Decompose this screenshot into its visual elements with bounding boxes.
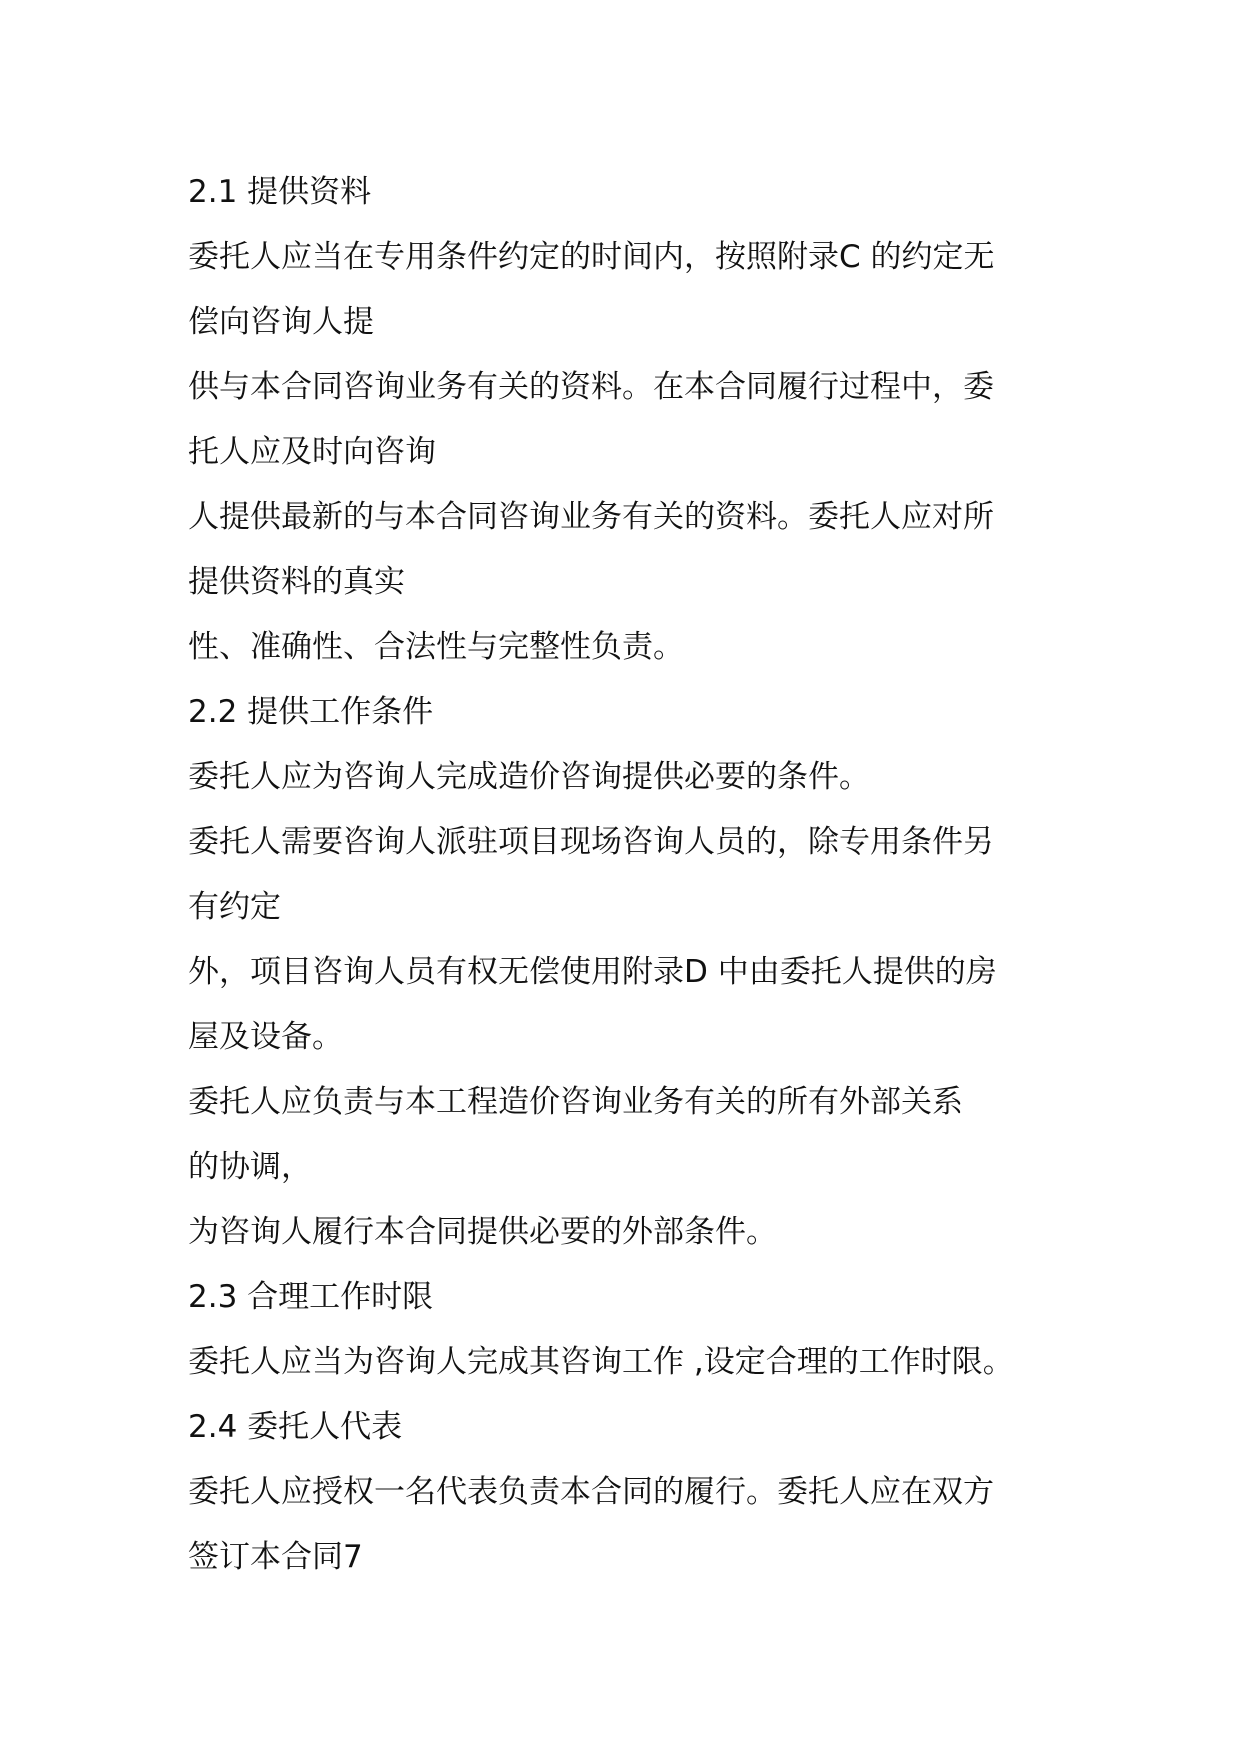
- section-heading-2-2: 2.2 提供工作条件: [188, 694, 434, 730]
- paragraph-line: 委托人需要咨询人派驻项目现场咨询人员的，除专用条件另: [188, 824, 994, 860]
- paragraph-line: 偿向咨询人提: [188, 304, 374, 340]
- paragraph-line: 供与本合同咨询业务有关的资料。在本合同履行过程中，委: [188, 369, 994, 405]
- section-heading-2-1: 2.1 提供资料: [188, 174, 372, 210]
- paragraph-line: 外，项目咨询人员有权无偿使用附录D 中由委托人提供的房: [188, 954, 997, 990]
- section-heading-2-3: 2.3 合理工作时限: [188, 1279, 434, 1315]
- paragraph-line: 委托人应当在专用条件约定的时间内，按照附录C 的约定无: [188, 239, 995, 275]
- paragraph-line: 委托人应负责与本工程造价咨询业务有关的所有外部关系: [188, 1084, 963, 1120]
- paragraph-line: 性、准确性、合法性与完整性负责。: [188, 629, 684, 665]
- paragraph-line: 托人应及时向咨询: [188, 434, 436, 470]
- paragraph-line: 委托人应授权一名代表负责本合同的履行。委托人应在双方: [188, 1474, 994, 1510]
- paragraph-line: 为咨询人履行本合同提供必要的外部条件。: [188, 1214, 777, 1250]
- paragraph-line: 签订本合同7: [188, 1539, 363, 1575]
- paragraph-line: 委托人应当为咨询人完成其咨询工作 ,设定合理的工作时限。: [188, 1344, 1014, 1380]
- paragraph-line: 有约定: [188, 889, 281, 925]
- paragraph-line: 人提供最新的与本合同咨询业务有关的资料。委托人应对所: [188, 499, 994, 535]
- section-heading-2-4: 2.4 委托人代表: [188, 1409, 403, 1445]
- paragraph-line: 提供资料的真实: [188, 564, 405, 600]
- paragraph-line: 的协调，: [188, 1149, 312, 1185]
- paragraph-line: 屋及设备。: [188, 1019, 343, 1055]
- document-body: [188, 160, 1068, 1590]
- paragraph-line: 委托人应为咨询人完成造价咨询提供必要的条件。: [188, 759, 870, 795]
